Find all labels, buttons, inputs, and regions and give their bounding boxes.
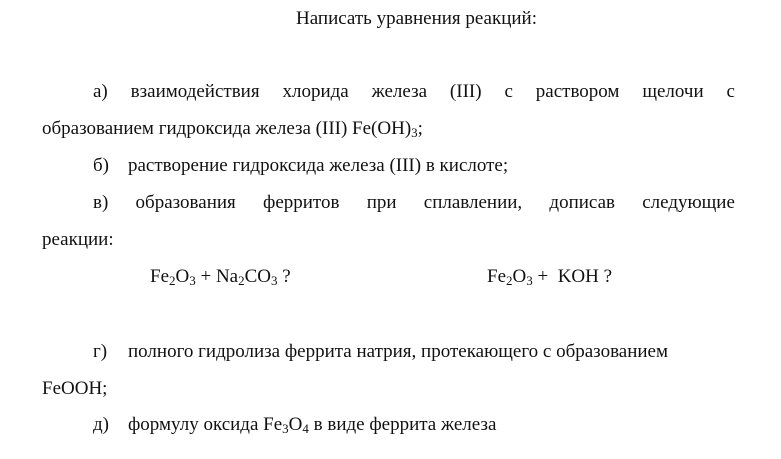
eq2-subscript: 2 xyxy=(506,273,513,288)
item-b-marker: б) xyxy=(93,155,109,176)
item-a-word: с xyxy=(504,81,513,102)
eq1-subscript: 2 xyxy=(169,273,176,288)
eq1-part: + Na xyxy=(195,266,239,287)
page-title: Написать уравнения реакций: xyxy=(296,8,538,29)
item-e-subscript: 4 xyxy=(302,421,309,436)
eq1-part: O xyxy=(175,266,190,287)
item-e-subscript: 3 xyxy=(282,421,289,436)
item-a-word: взаимодействия xyxy=(130,81,260,102)
item-a-word: щелочи xyxy=(642,81,704,102)
item-e-text: в виде феррита железа xyxy=(308,414,497,435)
item-a-word: (III) xyxy=(449,81,482,102)
item-c-word: сплавлении, xyxy=(423,192,523,213)
item-c-word: дописав xyxy=(549,192,615,213)
item-c-marker: в) xyxy=(93,192,109,213)
item-d-line2: FeOOH; xyxy=(42,378,108,399)
item-a-marker: а) xyxy=(93,81,108,102)
eq2-subscript: 3 xyxy=(526,273,533,288)
item-a-line2-text: образованием гидроксида железа (III) Fe(OH) xyxy=(42,118,412,139)
item-d-marker: г) xyxy=(93,341,108,362)
eq1-subscript: 3 xyxy=(271,273,278,288)
item-c-word: следующие xyxy=(642,192,735,213)
item-e-marker: д) xyxy=(93,414,109,435)
item-e-text: O xyxy=(288,414,303,435)
item-e xyxy=(93,414,496,436)
eq2-part: + KOH ? xyxy=(532,266,613,287)
item-c-word: образования xyxy=(135,192,236,213)
eq1-part: ? xyxy=(277,266,291,287)
item-c-word: ферритов xyxy=(263,192,340,213)
item-a-word: хлорида xyxy=(282,81,349,102)
item-a-word: с xyxy=(726,81,735,102)
item-d-text: полного гидролиза феррита натрия, протекающего с образованием xyxy=(128,341,669,362)
item-c-line2: реакции: xyxy=(42,229,114,250)
item-c-line1 xyxy=(93,192,735,214)
item-e-text: формулу оксида Fe xyxy=(128,414,283,435)
item-a-line2-end: ; xyxy=(417,118,423,139)
eq1-part: CO xyxy=(244,266,272,287)
item-a-line2 xyxy=(42,118,423,140)
eq1-part: Fe xyxy=(150,266,169,287)
item-d xyxy=(93,341,668,363)
item-a-subscript: 3 xyxy=(411,125,418,140)
item-a-line1 xyxy=(93,81,735,103)
item-b xyxy=(93,155,508,177)
item-c-word: при xyxy=(366,192,397,213)
item-b-text: растворение гидроксида железа (III) в кислоте; xyxy=(128,155,509,176)
item-a-word: железа xyxy=(371,81,428,102)
eq1-subscript: 2 xyxy=(238,273,245,288)
equation-1 xyxy=(150,266,291,288)
eq2-part: O xyxy=(512,266,527,287)
eq1-subscript: 3 xyxy=(189,273,196,288)
equation-2 xyxy=(487,266,612,288)
eq2-part: Fe xyxy=(487,266,506,287)
item-a-word: раствором xyxy=(535,81,620,102)
